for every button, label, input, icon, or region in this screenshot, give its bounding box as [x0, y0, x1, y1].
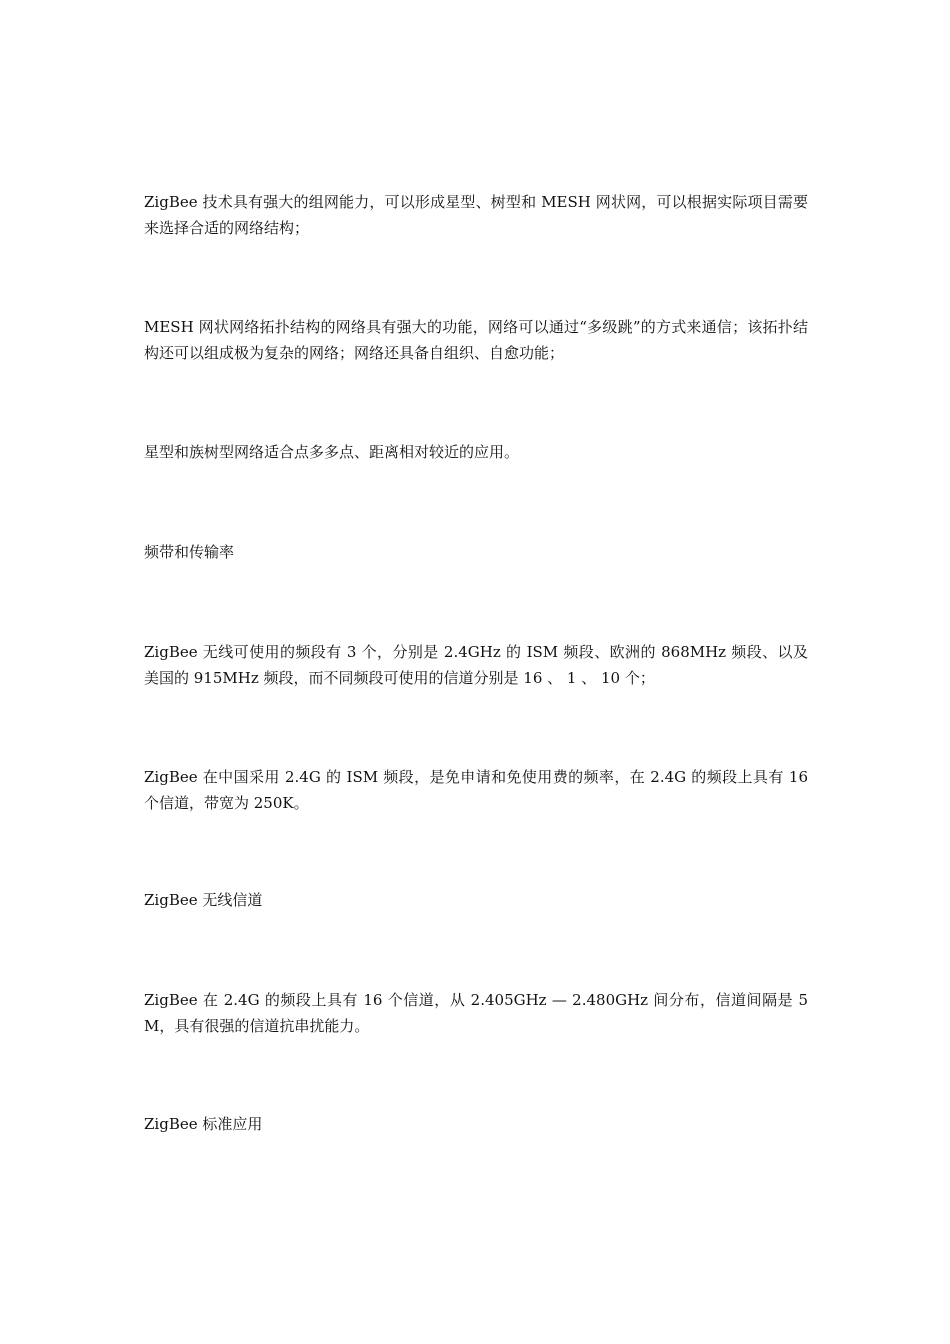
paragraph-frequency-bands: ZigBee 无线可使用的频段有 3 个，分别是 2.4GHz 的 ISM 频段、欧洲的 868MHz 频段、以及美国的 915MHz 频段，而不同频段可使用的信道分别是 16 、 1 、 10 个； [144, 643, 808, 687]
heading-band-and-rate: 频带和传输率 [144, 543, 235, 561]
paragraph-mesh-topology: MESH 网状网络拓扑结构的网络具有强大的功能，网络可以通过“多级跳”的方式来通信；该拓扑结构还可以组成极为复杂的网络；网络还具备自组织、自愈功能； [144, 318, 808, 362]
paragraph-star-tree-network: 星型和族树型网络适合点多多点、距离相对较近的应用。 [144, 443, 520, 461]
heading-standard-applications: ZigBee 标准应用 [144, 1115, 263, 1133]
paragraph-channel-distribution: ZigBee 在 2.4G 的频段上具有 16 个信道，从 2.405GHz — 2.480GHz 间分布，信道间隔是 5M，具有很强的信道抗串扰能力。 [144, 991, 808, 1035]
heading-wireless-channels: ZigBee 无线信道 [144, 891, 263, 909]
paragraph-networking-capability: ZigBee 技术具有强大的组网能力，可以形成星型、树型和 MESH 网状网，可以根据实际项目需要来选择合适的网络结构； [144, 193, 808, 237]
paragraph-china-band: ZigBee 在中国采用 2.4G 的 ISM 频段，是免申请和免使用费的频率，在 2.4G 的频段上具有 16 个信道，带宽为 250K。 [144, 768, 808, 812]
